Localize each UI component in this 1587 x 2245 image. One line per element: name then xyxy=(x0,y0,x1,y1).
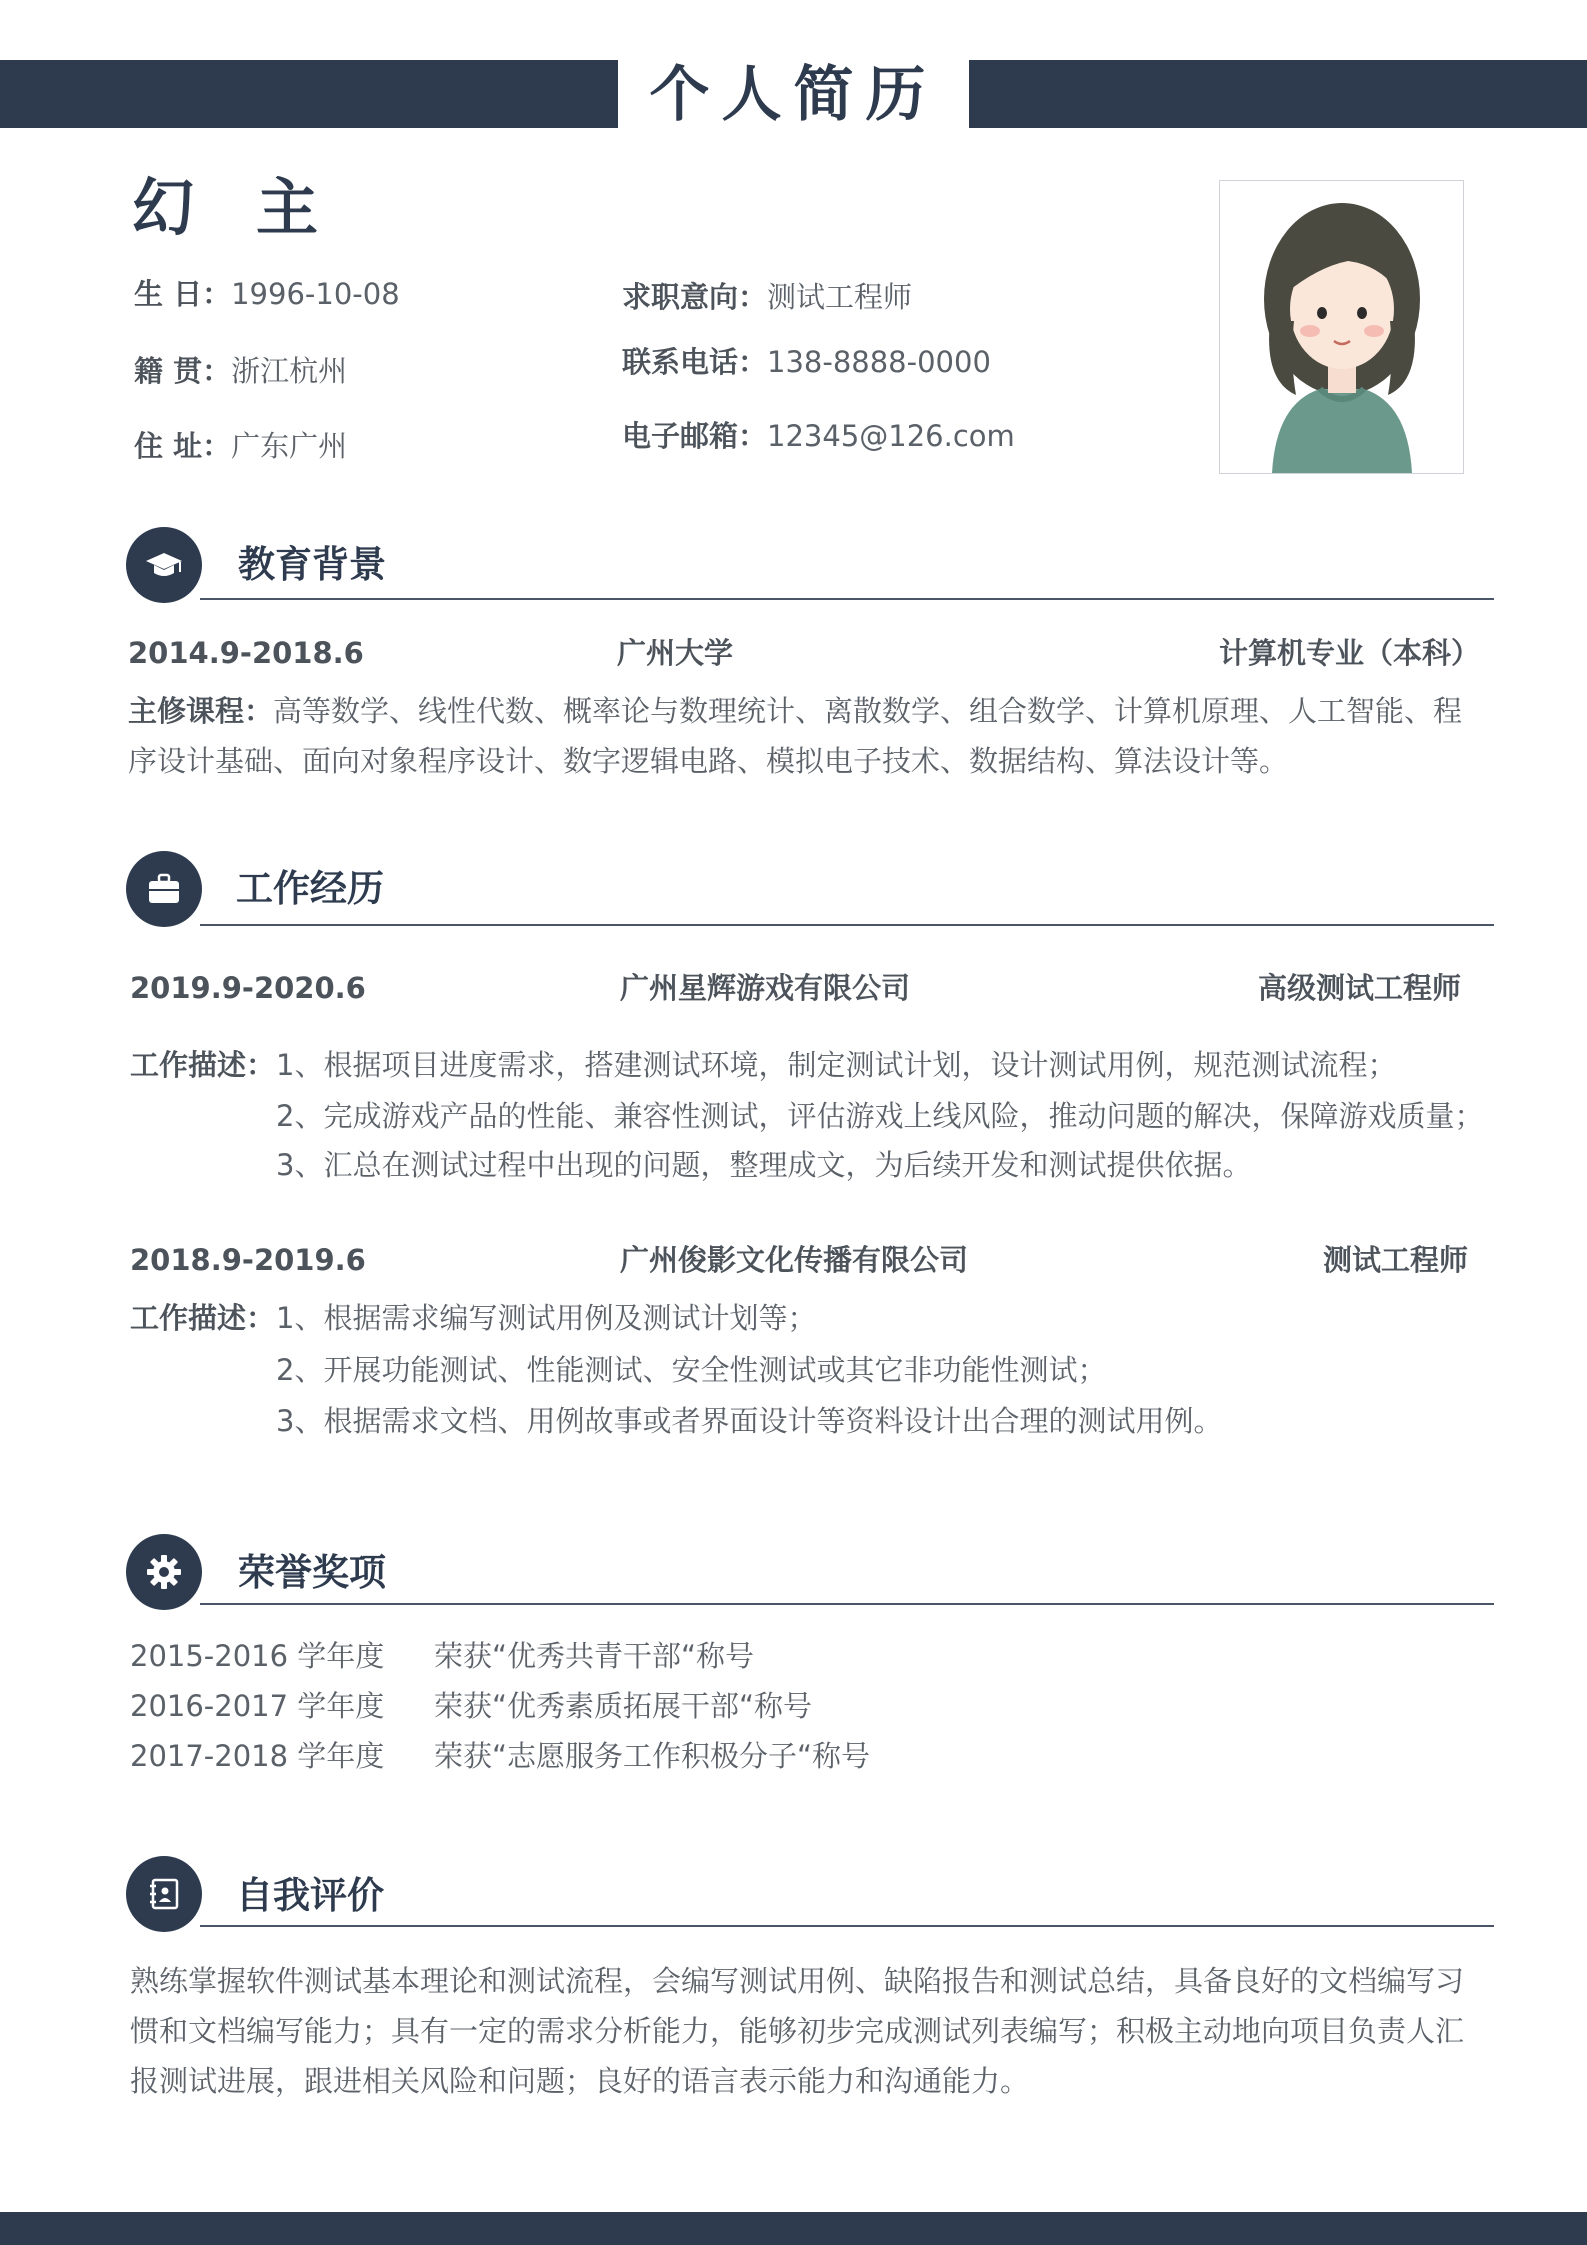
education-courses xyxy=(128,686,1488,786)
job-period: 2018.9-2019.6 xyxy=(130,1243,366,1277)
document-title: 个人简历 xyxy=(649,60,938,130)
graduation-cap-icon xyxy=(126,527,202,603)
section-title-work: 工作经历 xyxy=(236,867,384,910)
honor-award: 荣获“志愿服务工作积极分子“称号 xyxy=(434,1739,871,1773)
info-address xyxy=(134,426,347,466)
info-hometown xyxy=(134,351,347,391)
courses-text: 高等数学、线性代数、概率论与数理统计、离散数学、组合数学、计算机原理、人工智能、程序设计基础、面向对象程序设计、数字逻辑电路、模拟电子技术、数据结构、算法设计等。 xyxy=(128,694,1463,778)
job-role: 高级测试工程师 xyxy=(1258,971,1462,1005)
education-period: 2014.9-2018.6 xyxy=(128,636,364,670)
job-desc-label: 工作描述： xyxy=(130,1301,276,1335)
info-value: 浙江杭州 xyxy=(231,354,348,388)
info-label: 籍 贯： xyxy=(134,354,232,388)
self-evaluation-text: 熟练掌握软件测试基本理论和测试流程，会编写测试用例、缺陷报告和测试总结，具备良好的文档编写习惯和文档编写能力；具有一定的需求分析能力，能够初步完成测试列表编写；积极主动地向项目负责人汇报测试进展，跟进相关风险和问题；良好的语言表示能力和沟通能力。 xyxy=(130,1964,1465,2098)
section-divider xyxy=(200,1603,1494,1605)
honor-year: 2017-2018 学年度 xyxy=(130,1739,385,1773)
person-name: 幻主 xyxy=(132,171,381,244)
job-period: 2019.9-2020.6 xyxy=(130,971,366,1005)
honor-year: 2016-2017 学年度 xyxy=(130,1689,385,1723)
section-title-honors: 荣誉奖项 xyxy=(238,1551,386,1594)
info-label: 住 址： xyxy=(134,429,232,463)
job-desc-item: 3、根据需求文档、用例故事或者界面设计等资料设计出合理的测试用例。 xyxy=(276,1404,1223,1438)
section-divider xyxy=(200,1925,1494,1927)
briefcase-icon xyxy=(126,851,202,927)
section-title-self-evaluation: 自我评价 xyxy=(236,1874,384,1917)
info-label: 电子邮箱： xyxy=(622,419,768,453)
job-desc-item: 2、完成游戏产品的性能、兼容性测试，评估游戏上线风险，推动问题的解决，保障游戏质量； xyxy=(276,1099,1484,1133)
info-email xyxy=(622,416,1015,456)
info-value: 1996-10-08 xyxy=(231,277,400,311)
footer-band xyxy=(0,2212,1587,2245)
header-band-left xyxy=(0,60,618,128)
info-value: 测试工程师 xyxy=(767,280,913,314)
info-value: 12345@126.com xyxy=(767,419,1015,453)
education-school: 广州大学 xyxy=(617,636,734,670)
honor-award: 荣获“优秀素质拓展干部“称号 xyxy=(434,1689,813,1723)
education-major: 计算机专业（本科） xyxy=(1219,636,1481,670)
info-value: 广东广州 xyxy=(231,429,348,463)
job-role: 测试工程师 xyxy=(1323,1243,1469,1277)
header-band-right xyxy=(969,60,1587,128)
section-title-education: 教育背景 xyxy=(238,543,386,586)
gear-icon xyxy=(126,1534,202,1610)
honor-award: 荣获“优秀共青干部“称号 xyxy=(434,1639,755,1673)
info-label: 生 日： xyxy=(134,277,232,311)
job-desc-item: 2、开展功能测试、性能测试、安全性测试或其它非功能性测试； xyxy=(276,1353,1107,1387)
job-desc-item: 1、根据项目进度需求，搭建测试环境，制定测试计划，设计测试用例，规范测试流程； xyxy=(276,1048,1397,1082)
job-desc-label: 工作描述： xyxy=(130,1048,276,1082)
info-phone xyxy=(622,342,991,382)
info-birthday xyxy=(134,274,400,314)
info-label: 求职意向： xyxy=(622,280,768,314)
job-desc-item: 1、根据需求编写测试用例及测试计划等； xyxy=(276,1301,817,1335)
job-desc-item: 3、汇总在测试过程中出现的问题，整理成文，为后续开发和测试提供依据。 xyxy=(276,1148,1252,1182)
section-divider xyxy=(200,598,1494,600)
info-job-intent xyxy=(622,277,912,317)
job-company: 广州俊影文化传播有限公司 xyxy=(620,1243,969,1277)
courses-label: 主修课程： xyxy=(128,694,274,728)
info-label: 联系电话： xyxy=(622,345,768,379)
info-value: 138-8888-0000 xyxy=(767,345,991,379)
honor-year: 2015-2016 学年度 xyxy=(130,1639,385,1673)
avatar-illustration xyxy=(1220,181,1463,473)
section-divider xyxy=(200,924,1494,926)
job-company: 广州星辉游戏有限公司 xyxy=(620,971,911,1005)
profile-photo xyxy=(1219,180,1464,474)
contact-book-icon xyxy=(126,1856,202,1932)
